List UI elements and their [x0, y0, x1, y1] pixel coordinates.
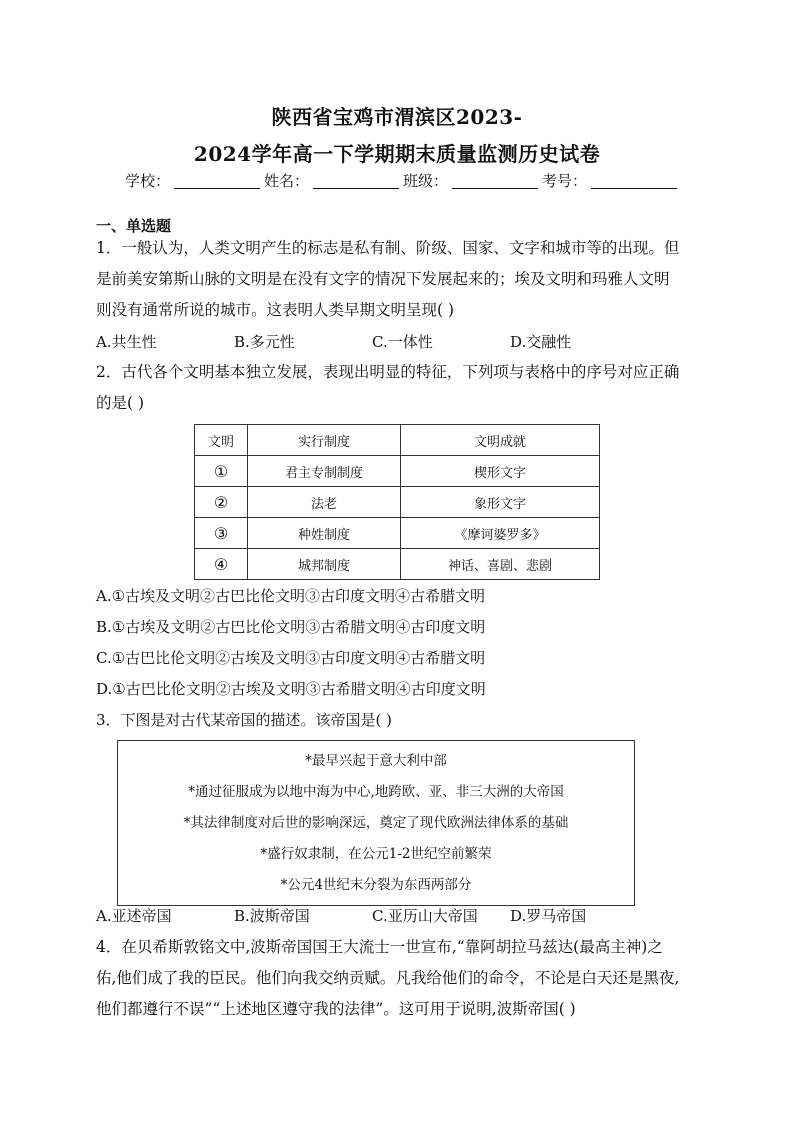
table-cell: ①: [195, 456, 248, 487]
option-d[interactable]: D.罗马帝国: [510, 907, 587, 925]
option-c[interactable]: C.一体性: [372, 333, 433, 351]
table-cell: 《摩诃婆罗多》: [401, 518, 600, 549]
table-cell: 象形文字: [401, 487, 600, 518]
table-header-cell: 文明: [195, 425, 248, 456]
table-row: [195, 549, 600, 580]
table-cell: 城邦制度: [248, 549, 401, 580]
name-blank[interactable]: [313, 172, 399, 189]
table-row: [195, 487, 600, 518]
question-4-stem: [96, 932, 706, 1025]
table-header-cell: 文明成就: [401, 425, 600, 456]
option-d[interactable]: D.交融性: [510, 333, 572, 351]
class-label: 班级：: [403, 172, 449, 190]
question-2-stem: [96, 357, 706, 419]
option-b[interactable]: B.波斯帝国: [234, 907, 310, 925]
exam-number-label: 考号：: [542, 172, 588, 190]
exam-title-line1: 陕西省宝鸡市渭滨区2023-: [271, 105, 523, 129]
table-row: [195, 518, 600, 549]
question-4-line: 4．在贝希斯敦铭文中,波斯帝国国王大流士一世宣布,“靠阿胡拉马兹达(最高主神)之: [96, 938, 663, 956]
table-cell: 楔形文字: [401, 456, 600, 487]
table-row: [195, 456, 600, 487]
table-cell: ④: [195, 549, 248, 580]
school-label: 学校：: [125, 172, 171, 190]
description-line: *最早兴起于意大利中部: [305, 753, 447, 769]
table-cell: ③: [195, 518, 248, 549]
table-cell: ②: [195, 487, 248, 518]
question-1-stem: [96, 233, 706, 326]
class-blank[interactable]: [452, 172, 538, 189]
option-c[interactable]: C.①古巴比伦文明②古埃及文明③古印度文明④古希腊文明: [96, 649, 486, 667]
question-1-line: 1．一般认为，人类文明产生的标志是私有制、阶级、国家、文字和城市等的出现。但: [96, 239, 680, 257]
exam-title-line2: 2024学年高一下学期期末质量监测历史试卷: [193, 142, 601, 166]
table-cell: 君主专制制度: [248, 456, 401, 487]
description-line: *其法律制度对后世的影响深远，奠定了现代欧洲法律体系的基础: [183, 815, 569, 831]
question-1-line: 是前美安第斯山脉的文明是在没有文字的情况下发展起来的；埃及文明和玛雅人文明: [96, 270, 670, 288]
option-a[interactable]: A.亚述帝国: [96, 907, 172, 925]
school-blank[interactable]: [174, 172, 260, 189]
question-4-line: 佑,他们成了我的臣民。他们向我交纳贡赋。凡我给他们的命令，不论是白天还是黑夜,: [96, 969, 680, 987]
option-b[interactable]: B.①古埃及文明②古巴比伦文明③古希腊文明④古印度文明: [96, 618, 486, 636]
exam-number-blank[interactable]: [591, 172, 677, 189]
question-3-stem: 3．下图是对古代某帝国的描述。该帝国是( ): [96, 711, 393, 729]
question-2-line: 的是( ): [96, 394, 145, 412]
empire-description-box: [117, 740, 635, 906]
table-cell: 神话、喜剧、悲剧: [401, 549, 600, 580]
question-4-line: 他们都遵行不误”“上述地区遵守我的法律”。这可用于说明,波斯帝国( ): [96, 1000, 576, 1018]
option-d[interactable]: D.①古巴比伦文明②古埃及文明③古希腊文明④古印度文明: [96, 680, 486, 698]
description-line: *盛行奴隶制，在公元1-2世纪空前繁荣: [260, 846, 492, 862]
question-1-line: 则没有通常所说的城市。这表明人类早期文明呈现( ): [96, 301, 455, 319]
description-line: *公元4世纪末分裂为东西两部分: [280, 877, 472, 893]
question-2-line: 2．古代各个文明基本独立发展，表现出明显的特征，下列项与表格中的序号对应正确: [96, 363, 680, 381]
option-a[interactable]: A.共生性: [96, 333, 157, 351]
option-a[interactable]: A.①古埃及文明②古巴比伦文明③古印度文明④古希腊文明: [96, 587, 486, 605]
table-header-row: [195, 425, 600, 456]
civilization-table: [194, 424, 600, 580]
table-cell: 种姓制度: [248, 518, 401, 549]
student-info-row: [125, 170, 681, 191]
option-b[interactable]: B.多元性: [234, 333, 295, 351]
table-header-cell: 实行制度: [248, 425, 401, 456]
description-line: *通过征服成为以地中海为中心,地跨欧、亚、非三大洲的大帝国: [188, 784, 564, 800]
option-c[interactable]: C.亚历山大帝国: [372, 907, 478, 925]
name-label: 姓名：: [264, 172, 310, 190]
table-cell: 法老: [248, 487, 401, 518]
section-heading: 一、单选题: [96, 217, 172, 235]
